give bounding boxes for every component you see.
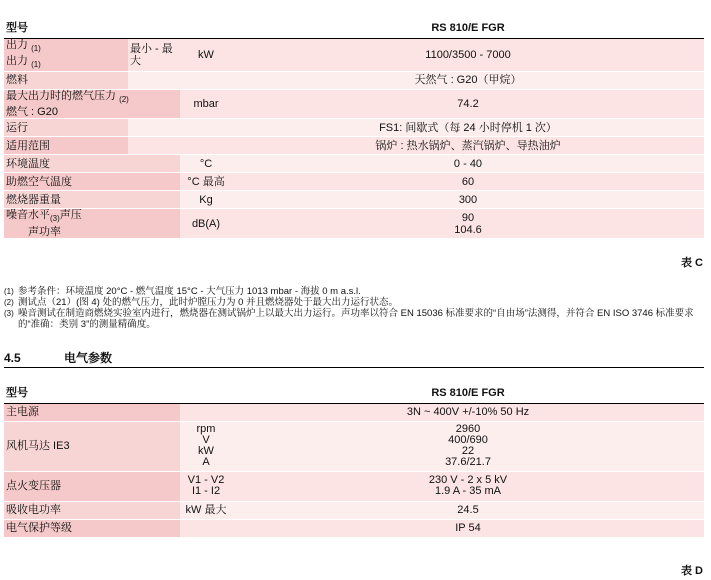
row-application — [4, 137, 704, 155]
row-air-temp — [4, 173, 704, 191]
weight-unit: Kg — [180, 191, 232, 209]
output-unit: kW — [180, 38, 232, 71]
row-operation — [4, 119, 704, 137]
air-temp-unit: °C 最高 — [180, 173, 232, 191]
section-title: 电气参数 — [64, 351, 113, 365]
absorbed-power-label: 吸收电功率 — [4, 501, 180, 519]
fan-motor-units: rpm V kW A — [180, 421, 232, 471]
table-c-caption: 表 C — [681, 257, 703, 269]
weight-label: 燃烧器重量 — [4, 191, 180, 209]
output-label: 出力 $_{(1)}$ 出力 $_{(1)}$ — [4, 38, 128, 71]
row-gas-pressure — [4, 89, 704, 118]
operation-value: FS1: 间歇式（每 24 小时停机 1 次） — [232, 119, 704, 137]
noise-label: 噪音水平$_{(3)}$声压 声功率 — [4, 209, 180, 239]
footnote: (1) 参考条件：环境温度 20°C - 燃气温度 15°C - 大气压力 1013 mbar - 海拔 0 m a.s.l. — [4, 286, 361, 297]
header-model: RS 810/E FGR — [232, 18, 704, 38]
absorbed-power-value: 24.5 — [232, 501, 704, 519]
section-number: 4.5 — [4, 351, 21, 365]
fuel-value: 天然气 : G20（甲烷） — [232, 71, 704, 89]
ambient-temp-value: 0 - 40 — [232, 155, 704, 173]
noise-unit: dB(A) — [180, 209, 232, 239]
footnote: (2) 测试点（21）(图 4) 处的燃气压力，此时炉膛压力为 0 并且燃烧器处于最大出力运行状态。 — [4, 297, 399, 308]
air-temp-label: 助燃空气温度 — [4, 173, 180, 191]
row-noise — [4, 209, 704, 239]
gas-pressure-label: 最大出力时的燃气压力 $_{(2)}$ 燃气 : G20 — [4, 89, 180, 118]
ignition-units: V1 - V2 I1 - I2 — [180, 471, 232, 501]
fan-motor-values: 2960 400/690 22 37.6/21.7 — [232, 421, 704, 471]
header-label: 型号 — [4, 384, 180, 403]
row-ambient-temp — [4, 155, 704, 173]
output-minmax: 最小 - 最大 — [128, 38, 180, 71]
application-label: 适用范围 — [4, 137, 128, 155]
footnote: (3) 噪音测试在制造商燃烧实验室内进行，燃烧器在测试锅炉上以最大出力运行。声功率以符合 EN 15036 标准要求的“自由场”法测得，并符合 EN ISO 3746 标准要求的“准确：类别 3”的测量精确度。 — [4, 308, 694, 330]
header-label: 型号 — [4, 18, 128, 38]
weight-value: 300 — [232, 191, 704, 209]
gas-pressure-unit: mbar — [180, 89, 232, 118]
protection-label: 电气保护等级 — [4, 519, 180, 537]
mains-value: 3N ~ 400V +/-10% 50 Hz — [232, 403, 704, 421]
row-output — [4, 38, 704, 71]
section-heading — [4, 349, 704, 368]
fuel-label: 燃料 — [4, 71, 128, 89]
fan-motor-label: 风机马达 IE3 — [4, 421, 180, 471]
protection-value: IP 54 — [232, 519, 704, 537]
row-mains — [4, 403, 704, 421]
row-weight — [4, 191, 704, 209]
mains-label: 主电源 — [4, 403, 180, 421]
gas-pressure-value: 74.2 — [232, 89, 704, 118]
ignition-values: 230 V - 2 x 5 kV 1.9 A - 35 mA — [232, 471, 704, 501]
ignition-label: 点火变压器 — [4, 471, 180, 501]
row-ignition — [4, 471, 704, 501]
row-fuel — [4, 71, 704, 89]
output-value: 1100/3500 - 7000 — [232, 38, 704, 71]
air-temp-value: 60 — [232, 173, 704, 191]
row-protection — [4, 519, 704, 537]
application-value: 锅炉 : 热水锅炉、蒸汽锅炉、导热油炉 — [232, 137, 704, 155]
noise-values: 90 104.6 — [232, 209, 704, 239]
ambient-temp-label: 环境温度 — [4, 155, 180, 173]
table-c — [4, 18, 704, 239]
table-d — [4, 384, 704, 538]
row-absorbed-power — [4, 501, 704, 519]
footnotes — [4, 286, 704, 330]
ambient-temp-unit: °C — [180, 155, 232, 173]
row-fan-motor — [4, 421, 704, 471]
table-d-caption: 表 D — [681, 565, 703, 577]
header-model: RS 810/E FGR — [232, 384, 704, 403]
operation-label: 运行 — [4, 119, 128, 137]
absorbed-power-unit: kW 最大 — [180, 501, 232, 519]
